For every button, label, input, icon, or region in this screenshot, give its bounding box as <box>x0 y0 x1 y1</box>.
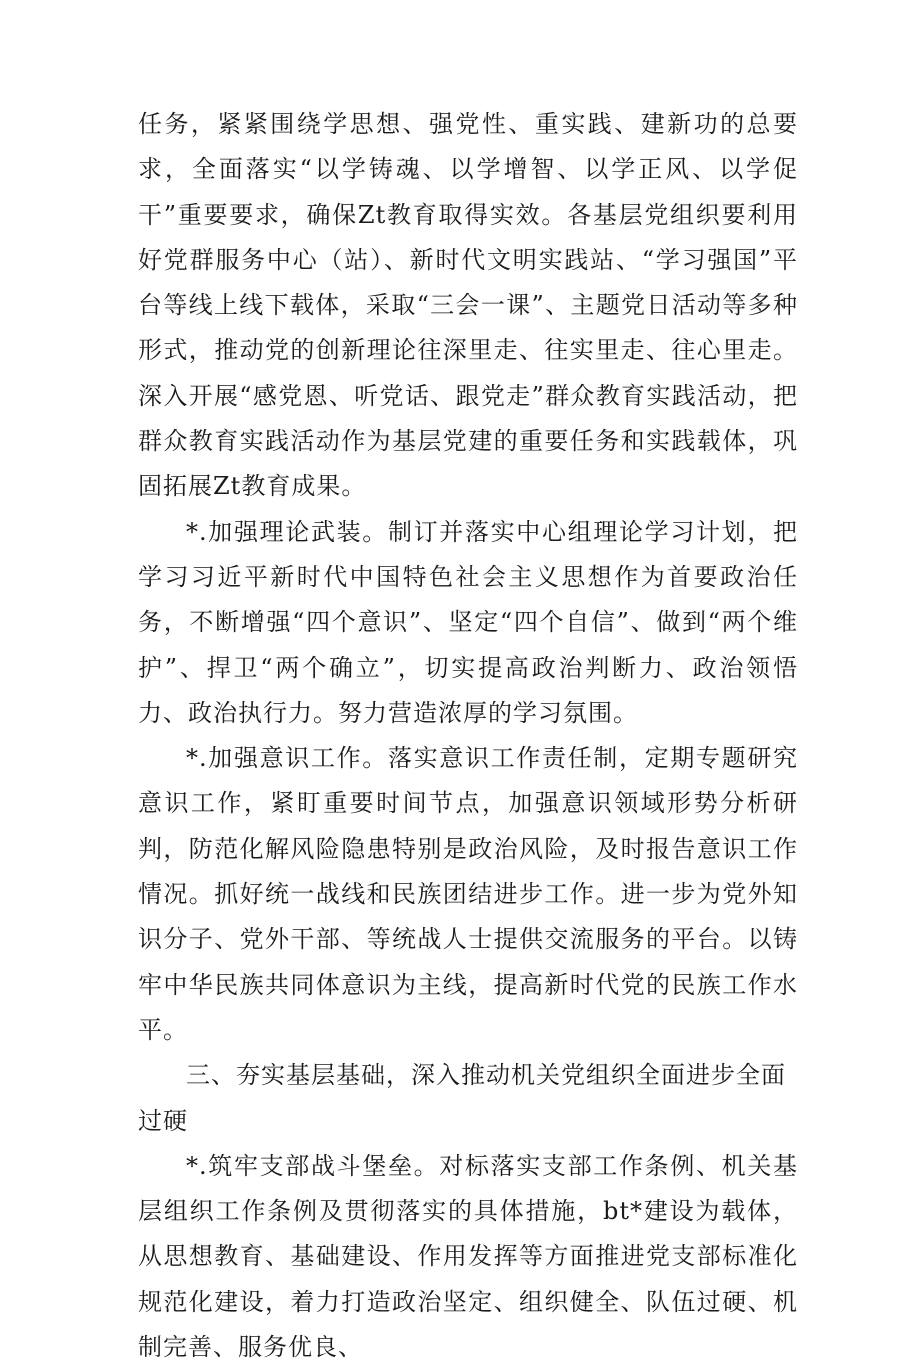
body-paragraph-1: 任务，紧紧围绕学思想、强党性、重实践、建新功的总要求，全面落实“以学铸魂、以学增智、以学正风、以学促干”重要要求，确保Zt教育取得实效。各基层党组织要利用好党群服务中心（站）、新时代文明实践站、“学习强国”平台等线上线下载体，采取“三会一课”、主题党日活动等多种形式，推动党的创新理论往深里走、往实里走、往心里走。深入开展“感党恩、听党话、跟党走”群众教育实践活动，把群众教育实践活动作为基层党建的重要任务和实践载体，巩固拓展Zt教育成果。 <box>138 110 798 501</box>
body-paragraph-ideology-work: *.加强意识工作。落实意识工作责任制，定期专题研究意识工作，紧盯重要时间节点，加强意识领域形势分析研判，防范化解风险隐患特别是政治风险，及时报告意识工作情况。抓好统一战线和民族团结进步工作。进一步为党外知识分子、党外干部、等统战人士提供交流服务的平台。以铸牢中华民族共同体意识为主线，提高新时代党的民族工作水平。 <box>138 744 798 1044</box>
body-paragraph-branch-building: *.筑牢支部战斗堡垒。对标落实支部工作条例、机关基层组织工作条例及贯彻落实的具体措施，bt*建设为载体，从思想教育、基础建设、作用发挥等方面推进党支部标准化规范化建设，着力打造政治坚定、组织健全、队伍过硬、机制完善、服务优良、 <box>138 1151 798 1362</box>
section-heading-three: 三、夯实基层基础，深入推动机关党组织全面进步全面过硬 <box>138 1061 786 1135</box>
document-body <box>138 102 798 1370</box>
body-paragraph-theory-study: *.加强理论武装。制订并落实中心组理论学习计划，把学习习近平新时代中国特色社会主义思想作为首要政治任务，不断增强“四个意识”、坚定“四个自信”、做到“两个维护”、捍卫“两个确立”，切实提高政治判断力、政治领悟力、政治执行力。努力营造浓厚的学习氛围。 <box>138 517 798 727</box>
